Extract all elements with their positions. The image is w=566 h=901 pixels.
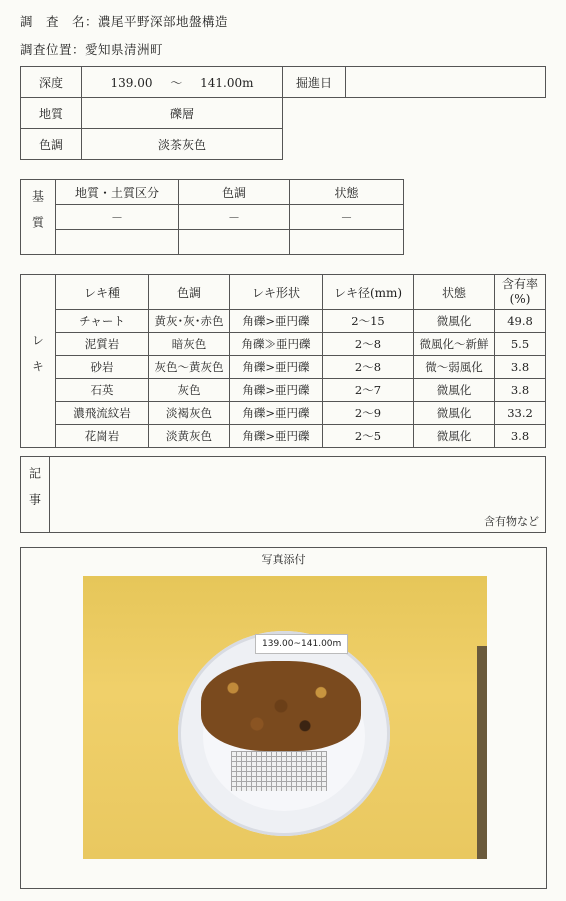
gravel-cell: 灰色～黄灰色 <box>149 356 230 379</box>
matrix-table <box>20 179 404 255</box>
gravel-cell: 2～8 <box>323 356 414 379</box>
geology-label: 地質 <box>21 98 82 129</box>
survey-location-label: 調査位置： <box>20 42 86 57</box>
table-row <box>21 425 546 448</box>
gravel-cell: 角礫≫亜円礫 <box>230 333 323 356</box>
gravel-header: レキ形状 <box>230 275 323 310</box>
gravel-cell: 石英 <box>56 379 149 402</box>
gravel-cell: 暗灰色 <box>149 333 230 356</box>
matrix-cell <box>179 230 290 255</box>
gravel-cell: 砂岩 <box>56 356 149 379</box>
gravel-cell: チャート <box>56 310 149 333</box>
date-value <box>346 67 546 98</box>
gravel-cell: 微風化 <box>414 425 495 448</box>
depth-from: 139.00 <box>110 75 153 90</box>
color-label: 色調 <box>21 129 82 160</box>
gravel-cell: 微～弱風化 <box>414 356 495 379</box>
gravel-cell: 角礫>亜円礫 <box>230 402 323 425</box>
survey-name-line <box>20 12 228 30</box>
depth-table <box>20 66 546 98</box>
gravel-cell: 5.5 <box>495 333 546 356</box>
depth-separator: ～ <box>170 75 183 90</box>
table-row <box>21 402 546 425</box>
gravel-cell: 2～9 <box>323 402 414 425</box>
gravel-cell: 淡褐灰色 <box>149 402 230 425</box>
gravel-cell: 濃飛流紋岩 <box>56 402 149 425</box>
depth-to: 141.00m <box>200 75 254 90</box>
geology-value: 礫層 <box>82 98 283 129</box>
survey-location-line <box>20 40 163 58</box>
survey-name-label: 調 査 名： <box>20 14 99 29</box>
table-row <box>21 379 546 402</box>
gravel-cell: 33.2 <box>495 402 546 425</box>
gravel-header: 含有率 (%) <box>495 275 546 310</box>
notes-footer: 含有物など <box>50 457 546 533</box>
gravel-table <box>20 274 546 448</box>
photo-panel <box>20 547 547 889</box>
gravel-header: レキ径(mm) <box>323 275 414 310</box>
date-label: 掘進日 <box>283 67 346 98</box>
gravel-cell: 49.8 <box>495 310 546 333</box>
gravel-cell: 灰色 <box>149 379 230 402</box>
gravel-sample-image <box>201 661 361 751</box>
gravel-cell: 微風化 <box>414 310 495 333</box>
notes-side-label: 記事 <box>21 457 50 533</box>
gravel-cell: 微風化～新鮮 <box>414 333 495 356</box>
gravel-cell: 角礫>亜円礫 <box>230 356 323 379</box>
gravel-header: 状態 <box>414 275 495 310</box>
gravel-cell: 花崗岩 <box>56 425 149 448</box>
matrix-side-label: 基質 <box>21 180 56 255</box>
gravel-cell: 微風化 <box>414 402 495 425</box>
matrix-header: 色調 <box>179 180 290 205</box>
gravel-cell: 泥質岩 <box>56 333 149 356</box>
sample-photo <box>83 576 487 859</box>
depth-label: 深度 <box>21 67 82 98</box>
gravel-cell: 2～7 <box>323 379 414 402</box>
gravel-side-label: レキ <box>21 275 56 448</box>
geology-table <box>20 97 283 160</box>
table-row <box>21 356 546 379</box>
survey-name: 濃尾平野深部地盤構造 <box>98 14 229 29</box>
gravel-cell: 微風化 <box>414 379 495 402</box>
gravel-cell: 3.8 <box>495 356 546 379</box>
gravel-cell: 3.8 <box>495 425 546 448</box>
matrix-header: 地質・土質区分 <box>56 180 179 205</box>
sample-tag: 139.00~141.00m <box>255 634 348 654</box>
gravel-cell: 2～15 <box>323 310 414 333</box>
matrix-cell: － <box>290 205 404 230</box>
gravel-cell: 角礫>亜円礫 <box>230 425 323 448</box>
table-row <box>21 310 546 333</box>
matrix-cell <box>56 230 179 255</box>
gravel-cell: 2～5 <box>323 425 414 448</box>
matrix-cell <box>290 230 404 255</box>
matrix-cell: － <box>56 205 179 230</box>
table-row <box>21 333 546 356</box>
gravel-cell: 角礫>亜円礫 <box>230 379 323 402</box>
notes-table <box>20 456 546 533</box>
scale-grid <box>231 751 327 791</box>
depth-value <box>82 67 283 98</box>
gravel-cell: 淡黄灰色 <box>149 425 230 448</box>
gravel-cell: 3.8 <box>495 379 546 402</box>
matrix-cell: － <box>179 205 290 230</box>
color-value: 淡茶灰色 <box>82 129 283 160</box>
survey-location: 愛知県清洲町 <box>85 42 164 57</box>
gravel-header: 色調 <box>149 275 230 310</box>
photo-edge-shadow <box>477 646 487 859</box>
matrix-header: 状態 <box>290 180 404 205</box>
gravel-cell: 角礫>亜円礫 <box>230 310 323 333</box>
gravel-header: レキ種 <box>56 275 149 310</box>
gravel-cell: 2～8 <box>323 333 414 356</box>
gravel-cell: 黄灰･灰･赤色 <box>149 310 230 333</box>
photo-title: 写真添付 <box>261 553 306 566</box>
